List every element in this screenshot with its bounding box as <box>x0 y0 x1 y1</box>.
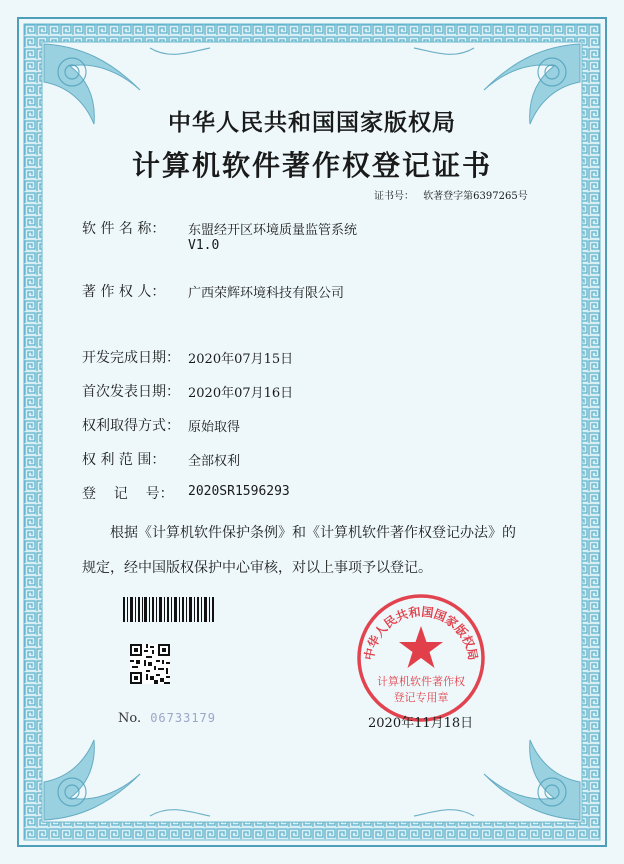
serial-number-value: 06733179 <box>150 711 216 725</box>
seal-inner-line-2: 登记专用章 <box>393 691 449 704</box>
cert-number-row <box>374 187 528 202</box>
cert-number-label: 证书号： <box>374 191 414 202</box>
owner-value: 广西荣辉环境科技有限公司 <box>188 286 345 301</box>
serial-number-label: No. <box>118 711 142 726</box>
pub-date-value: 2020年07月16日 <box>188 386 294 401</box>
rights-scope-value: 全部权利 <box>188 454 241 469</box>
dev-date-label: 开发完成日期： <box>82 350 180 366</box>
official-seal <box>355 592 487 724</box>
pub-date-label: 首次发表日期： <box>82 384 180 400</box>
registration-number-label: 登 记 号： <box>82 486 174 502</box>
dev-date-value: 2020年07月15日 <box>188 352 294 367</box>
acquire-method-value: 原始取得 <box>188 420 241 435</box>
seal-inner-line-1: 计算机软件著作权 <box>377 675 465 688</box>
software-name-label: 软 件 名 称： <box>82 221 166 237</box>
issue-date: 2020年11月18日 <box>368 716 474 731</box>
acquire-method-label: 权利取得方式： <box>82 418 180 434</box>
cert-number-value: 软著登字第6397265号 <box>423 191 528 202</box>
statement-line-1: 根据《计算机软件保护条例》和《计算机软件著作权登记办法》的 <box>110 525 516 541</box>
software-version: V1.0 <box>188 238 220 253</box>
issuing-authority: 中华人民共和国国家版权局 <box>168 109 456 136</box>
certificate-title: 计算机软件著作权登记证书 <box>131 149 492 182</box>
rights-scope-label: 权 利 范 围： <box>82 452 166 468</box>
serial-number <box>118 707 216 726</box>
software-name-value: 东盟经开区环境质量监管系统 <box>188 223 358 238</box>
barcode-image <box>122 597 216 622</box>
registration-number-value: 2020SR1596293 <box>188 484 290 499</box>
seal-outer-text: 中华人民共和国国家版权局 <box>361 604 481 662</box>
star-icon <box>399 626 443 668</box>
qr-code-image <box>130 644 170 684</box>
owner-label: 著 作 权 人： <box>82 284 166 300</box>
statement-line-2: 规定，经中国版权保护中心审核，对以上事项予以登记。 <box>82 560 432 576</box>
